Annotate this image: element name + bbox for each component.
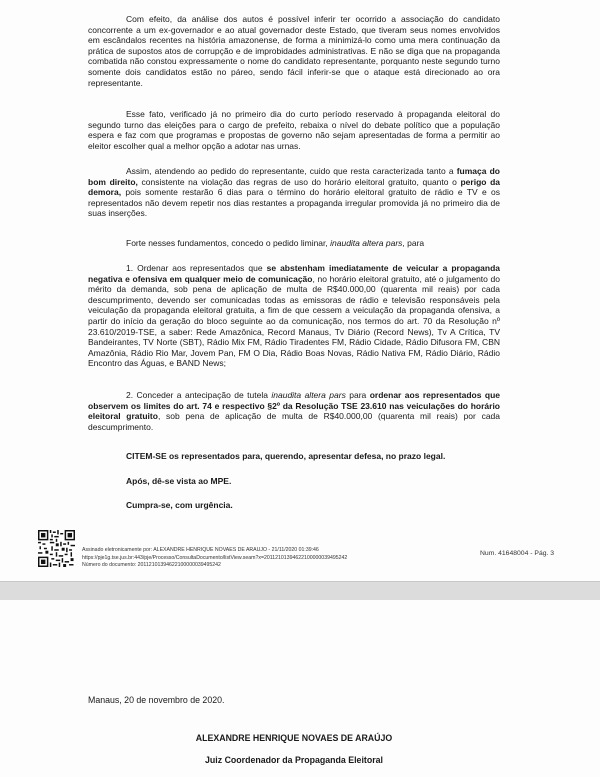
text-span: 1. Ordenar aos representados que bbox=[126, 263, 267, 273]
signature-info bbox=[82, 547, 462, 570]
italic-inaudita: inaudita altera pars bbox=[271, 390, 346, 400]
italic-inaudita: inaudita altera pars bbox=[330, 238, 403, 248]
text-span: consistente na violação das regras de uso do horário eleitoral gratuito, quanto o bbox=[137, 176, 461, 187]
paragraph-cumpra bbox=[88, 500, 500, 511]
document-page-2 bbox=[0, 600, 600, 777]
bold-observe: ordenar aos representados que observem os limites do art. 74 e respectivo §2º da Resolução TSE 23.610 nas veiculações do horário eleitoral gratuito bbox=[88, 390, 501, 422]
paragraph-apos bbox=[88, 476, 500, 487]
text-span: para bbox=[345, 390, 370, 400]
page-number: Num. 41648004 - Pág. 3 bbox=[480, 550, 555, 557]
bold-abstain: se abstenham imediatamente de veicular a propaganda negativa e ofensiva em qualquer meio de comunicação bbox=[88, 263, 500, 284]
judge-role: Juiz Coordenador da Propaganda Eleitoral bbox=[205, 755, 383, 765]
text-span: Forte nesses fundamentos, concedo o pedido liminar, bbox=[126, 238, 331, 248]
text-span: , no horário eleitoral gratuito, até o julgamento do mérito da demanda, sob pena de aplicação de multa de R$40.000,00 (quarenta mil reais) por cada descumprimento, devendo ser comunicadas todas as emissoras de rádio e televisão responsáveis pela veiculação da propaganda eleitoral gratuita, a fim de que cessem a veiculação da propaganda ofensiva, a partir do início da geração do bloco seguinte ao da comunicação, nos termos do art. 70 da Resolução nº 23.610/2019-TSE, a saber: Rede Amazônica, Record Manaus, Tv Diário (Record News), Tv A Crítica, TV Bandeirantes, TV Norte (SBT), Rádio Mix FM, Rádio Tiradentes FM, Rádio Cidade, Rádio Difusora FM, CBN Amazônia, Rádio Rio Mar, Jovem Pan, FM O Dia, Rádio Boas Novas, Rádio Nativa FM, Rádio Diário, Rádio Encontro das Águas, e BAND News; bbox=[88, 273, 500, 369]
document-number: Número do documento: 20112101394622100000039495242 bbox=[82, 562, 221, 569]
text-span: Assim, atendendo ao pedido do representante, cuido que resta caracterizada tanto a bbox=[126, 166, 457, 176]
signed-by: Assinado eletronicamente por: ALEXANDRE HENRIQUE NOVAES DE ARAUJO - 21/11/2020 01:39:46 bbox=[82, 547, 319, 553]
text-span: , para bbox=[402, 238, 425, 248]
paragraph-requirements bbox=[88, 166, 500, 219]
document-url[interactable]: https://pje1g.tse.jus.br:443/pje/Processo/ConsultaDocumento/listView.seam?x=20112101394622100000039495242 bbox=[82, 554, 348, 561]
bold-apos: Após, dê-se vista ao MPE. bbox=[126, 476, 232, 486]
paragraph-first-day: Esse fato, verificado já no primeiro dia do curto período reservado à propaganda eleitoral do segundo turno das eleições para o cargo de prefeito, rebaixa o nível do debate político que a população espera e faz com que programas e propostas de governo não sejam apresentadas de forma a permitir ao eleitor escolher qual a melhor opção a adotar nas urnas. bbox=[88, 109, 500, 151]
judge-name: ALEXANDRE HENRIQUE NOVAES DE ARAÚJO bbox=[195, 733, 393, 743]
page-divider bbox=[0, 581, 600, 582]
date-line: Manaus, 20 de novembro de 2020. bbox=[88, 695, 225, 705]
bold-perigo: perigo da demora, bbox=[88, 176, 501, 198]
text-span: 2. Conceder a antecipação de tutela bbox=[126, 390, 272, 400]
paragraph-association: Com efeito, da análise dos autos é possível inferir ter ocorrido a associação do candidato concorrente a um ex-governador e ao atual governador deste Estado, que tiveram seus nomes envolvidos em escândalos recentes na história amazonense, de forma a minimizá-lo como uma mera continuação da prática de supostos atos de corrupção e de improbidades administrativas. E não se diga que na propaganda combatida não constou expressamente o nome do candidato representante, porquanto neste segundo turno somente dois candidatos estão no páreo, sendo fácil inferir-se que o ataque está direcionado ao ora representante. bbox=[88, 14, 500, 88]
bold-cumpra: Cumpra-se, com urgência. bbox=[126, 500, 233, 510]
text-span: , sob pena de aplicação de multa de R$40.000,00 (quarenta mil reais) por cada descumprimento. bbox=[88, 411, 500, 432]
paragraph-citem bbox=[88, 451, 500, 462]
text-span: pois somente restarão 6 dias para o término do horário eleitoral gratuito de rádio e TV e os representados não devem repetir nos dias restantes a propaganda irregular promovida já no primeiro dia de suas inserções. bbox=[88, 187, 500, 219]
bold-fumaca: fumaça do bom direito, bbox=[88, 166, 500, 187]
paragraph-grant bbox=[88, 238, 500, 249]
paragraph-order-2 bbox=[88, 390, 500, 432]
paragraph-order-1 bbox=[88, 263, 500, 369]
qr-code-icon bbox=[38, 530, 75, 567]
signature-footer bbox=[38, 530, 578, 570]
bold-citem: CITEM-SE os representados para, querendo, apresentar defesa, no prazo legal. bbox=[126, 451, 446, 461]
